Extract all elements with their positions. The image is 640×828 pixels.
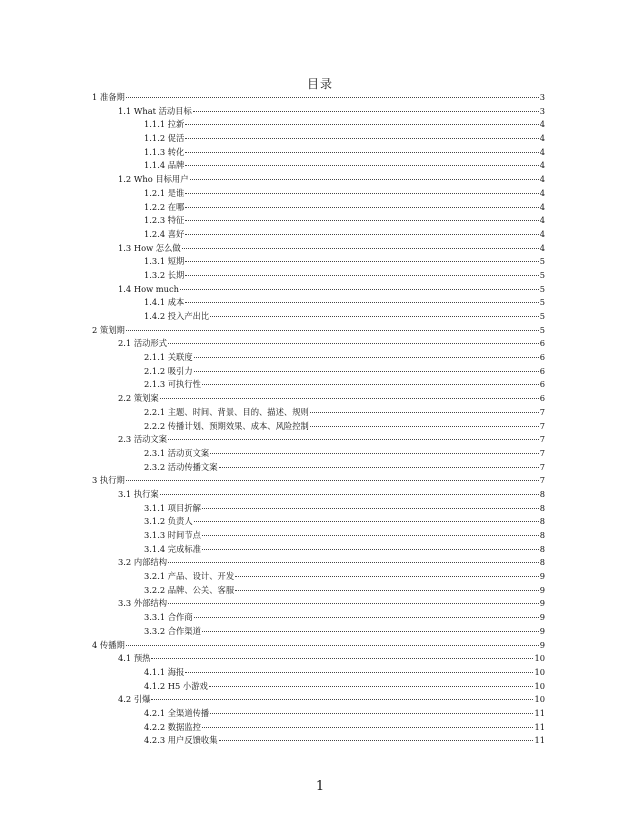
toc-entry-label: 4.1 预热 bbox=[118, 653, 151, 664]
toc-entry-page: 10 bbox=[534, 666, 545, 677]
toc-dot-leader bbox=[126, 97, 539, 98]
toc-entry-page: 4 bbox=[539, 215, 545, 226]
toc-entry-page: 10 bbox=[534, 653, 545, 664]
toc-dot-leader bbox=[193, 111, 539, 112]
toc-entry-page: 8 bbox=[539, 488, 545, 499]
toc-dot-leader bbox=[182, 248, 539, 249]
toc-entry-label: 3.3 外部结构 bbox=[118, 598, 168, 609]
toc-entry[interactable] bbox=[92, 652, 545, 666]
toc-entry[interactable] bbox=[92, 201, 545, 215]
toc-entry[interactable] bbox=[92, 392, 545, 406]
toc-entry[interactable] bbox=[92, 529, 545, 543]
toc-dot-leader bbox=[210, 453, 538, 454]
toc-dot-leader bbox=[194, 357, 539, 358]
toc-dot-leader bbox=[185, 234, 538, 235]
toc-dot-leader bbox=[202, 631, 539, 632]
toc-entry-label: 3.2.2 品牌、公关、客服 bbox=[144, 584, 235, 595]
toc-entry[interactable] bbox=[92, 132, 545, 146]
toc-dot-leader bbox=[235, 576, 539, 577]
toc-dot-leader bbox=[202, 384, 539, 385]
toc-dot-leader bbox=[185, 672, 533, 673]
toc-entry-page: 11 bbox=[534, 721, 545, 732]
toc-entry-page: 5 bbox=[539, 311, 545, 321]
toc-entry[interactable] bbox=[92, 91, 545, 105]
toc-entry[interactable] bbox=[92, 105, 545, 119]
toc-dot-leader bbox=[160, 398, 539, 399]
toc-entry-label: 3.1 执行案 bbox=[118, 488, 159, 499]
toc-dot-leader bbox=[185, 138, 538, 139]
toc-entry-label: 1.2.2 在哪 bbox=[144, 201, 185, 212]
toc-dot-leader bbox=[219, 467, 539, 468]
toc-entry[interactable] bbox=[92, 324, 545, 338]
toc-entry-label: 3.1.1 项目折解 bbox=[144, 502, 201, 513]
toc-entry[interactable] bbox=[92, 159, 545, 173]
toc-entry[interactable] bbox=[92, 597, 545, 611]
toc-dot-leader bbox=[185, 124, 538, 125]
toc-entry-label: 4.1.1 海报 bbox=[144, 666, 185, 677]
page-number: 1 bbox=[315, 779, 325, 794]
toc-entry-page: 5 bbox=[539, 283, 545, 294]
toc-entry[interactable] bbox=[92, 365, 545, 379]
toc-entry[interactable] bbox=[92, 693, 545, 707]
toc-entry-label: 3.3.2 合作渠道 bbox=[144, 625, 201, 636]
toc-entry-label: 2.3.2 活动传播文案 bbox=[144, 461, 218, 472]
toc-dot-leader bbox=[151, 658, 533, 659]
toc-entry-page: 9 bbox=[539, 571, 545, 582]
toc-dot-leader bbox=[151, 699, 533, 700]
toc-entry-page: 6 bbox=[539, 365, 545, 376]
toc-dot-leader bbox=[168, 603, 539, 604]
toc-dot-leader bbox=[219, 740, 534, 741]
toc-entry[interactable] bbox=[92, 734, 545, 748]
toc-entry-page: 4 bbox=[539, 228, 545, 239]
toc-entry[interactable] bbox=[92, 543, 545, 557]
toc-entry-page: 11 bbox=[534, 735, 545, 746]
toc-entry-label: 1.2 Who 目标用户 bbox=[118, 174, 189, 185]
toc-entry-page: 9 bbox=[539, 598, 545, 609]
toc-entry-label: 1 准备期 bbox=[92, 92, 125, 102]
toc-entry[interactable] bbox=[92, 187, 545, 201]
toc-entry-page: 4 bbox=[539, 146, 545, 157]
toc-entry-page: 7 bbox=[539, 406, 545, 417]
toc-entry[interactable] bbox=[92, 502, 545, 516]
toc-entry-label: 4.2 引爆 bbox=[118, 694, 151, 705]
toc-entry-label: 1.3.1 短期 bbox=[144, 256, 185, 267]
toc-entry-label: 3.1.2 负责人 bbox=[144, 516, 193, 527]
toc-entry[interactable] bbox=[92, 721, 545, 735]
toc-entry-label: 2.3.1 活动页文案 bbox=[144, 447, 210, 458]
toc-entry-page: 8 bbox=[539, 557, 545, 568]
toc-dot-leader bbox=[185, 302, 538, 303]
toc-entry[interactable] bbox=[92, 447, 545, 461]
toc-entry-page: 7 bbox=[539, 434, 545, 445]
toc-entry[interactable] bbox=[92, 118, 545, 132]
toc-entry[interactable] bbox=[92, 378, 545, 392]
toc-entry[interactable] bbox=[92, 255, 545, 269]
toc-dot-leader bbox=[194, 617, 539, 618]
toc-dot-leader bbox=[185, 152, 538, 153]
toc-entry[interactable] bbox=[92, 611, 545, 625]
toc-entry-label: 2.3 活动文案 bbox=[118, 434, 168, 445]
toc-entry[interactable] bbox=[92, 666, 545, 680]
toc-entry-label: 3.1.3 时间节点 bbox=[144, 530, 201, 540]
toc-dot-leader bbox=[194, 371, 539, 372]
toc-dot-leader bbox=[126, 330, 539, 331]
toc-dot-leader bbox=[235, 590, 539, 591]
toc-entry-page: 11 bbox=[534, 707, 545, 718]
toc-entry[interactable] bbox=[92, 146, 545, 160]
toc-entry-label: 1.2.4 喜好 bbox=[144, 228, 185, 239]
toc-entry-label: 2 策划期 bbox=[92, 324, 125, 335]
toc-entry[interactable] bbox=[92, 680, 545, 694]
toc-entry-page: 3 bbox=[539, 105, 545, 116]
toc-dot-leader bbox=[209, 686, 534, 687]
toc-entry-page: 9 bbox=[539, 612, 545, 623]
toc-entry-label: 3.1.4 完成标准 bbox=[144, 543, 201, 554]
toc-entry-page: 5 bbox=[539, 297, 545, 308]
toc-entry[interactable] bbox=[92, 269, 545, 283]
toc-entry[interactable] bbox=[92, 707, 545, 721]
toc-entry[interactable] bbox=[92, 214, 545, 228]
toc-entry-page: 4 bbox=[539, 133, 545, 144]
toc-entry-page: 7 bbox=[539, 475, 545, 486]
toc-entry-page: 5 bbox=[539, 256, 545, 267]
toc-entry-page: 6 bbox=[539, 352, 545, 363]
toc-dot-leader bbox=[310, 426, 539, 427]
toc-entry-page: 4 bbox=[539, 160, 545, 171]
toc-entry[interactable] bbox=[92, 406, 545, 420]
toc-dot-leader bbox=[168, 562, 539, 563]
toc-entry-label: 3.2 内部结构 bbox=[118, 557, 168, 568]
toc-entry[interactable] bbox=[92, 639, 545, 653]
toc-entry-label: 1.3 How 怎么做 bbox=[118, 242, 181, 253]
toc-entry-label: 4.1.2 H5 小游戏 bbox=[144, 680, 208, 691]
table-of-contents bbox=[92, 91, 545, 748]
toc-entry-page: 9 bbox=[539, 584, 545, 595]
toc-entry[interactable] bbox=[92, 433, 545, 447]
toc-entry-page: 6 bbox=[539, 379, 545, 390]
toc-entry[interactable] bbox=[92, 556, 545, 570]
toc-dot-leader bbox=[160, 494, 539, 495]
toc-entry-page: 5 bbox=[539, 269, 545, 280]
toc-entry-label: 1.4.2 投入产出比 bbox=[144, 311, 210, 321]
toc-entry-label: 3 执行期 bbox=[92, 475, 125, 486]
toc-dot-leader bbox=[180, 289, 539, 290]
toc-entry-label: 1.1.4 品牌 bbox=[144, 160, 185, 171]
toc-entry-label: 1.2.3 特征 bbox=[144, 215, 185, 226]
toc-entry-page: 4 bbox=[539, 242, 545, 253]
toc-entry-label: 1.2.1 是谁 bbox=[144, 187, 185, 198]
toc-entry-label: 1.1.3 转化 bbox=[144, 146, 185, 157]
toc-entry-page: 9 bbox=[539, 625, 545, 636]
toc-entry-page: 8 bbox=[539, 502, 545, 513]
toc-entry-label: 1.4.1 成本 bbox=[144, 297, 185, 308]
page-title: 目录 bbox=[306, 77, 333, 91]
toc-entry-label: 1.4 How much bbox=[118, 283, 180, 294]
toc-entry[interactable] bbox=[92, 310, 545, 324]
toc-entry-page: 9 bbox=[539, 639, 545, 650]
toc-entry-label: 4.2.3 用户反馈收集 bbox=[144, 735, 218, 746]
toc-dot-leader bbox=[210, 316, 538, 317]
toc-entry-label: 4.2.2 数据监控 bbox=[144, 721, 201, 732]
toc-entry-label: 3.2.1 产品、设计、开发 bbox=[144, 571, 235, 582]
toc-entry-label: 3.3.1 合作商 bbox=[144, 612, 193, 623]
toc-entry[interactable] bbox=[92, 173, 545, 187]
toc-entry-label: 4 传播期 bbox=[92, 639, 125, 650]
toc-entry[interactable] bbox=[92, 351, 545, 365]
toc-entry-label: 2.2 策划案 bbox=[118, 393, 159, 404]
toc-dot-leader bbox=[310, 412, 539, 413]
toc-dot-leader bbox=[185, 207, 538, 208]
toc-entry-page: 4 bbox=[539, 119, 545, 130]
toc-entry[interactable] bbox=[92, 488, 545, 502]
toc-entry[interactable] bbox=[92, 461, 545, 475]
toc-entry-page: 8 bbox=[539, 530, 545, 540]
toc-entry[interactable] bbox=[92, 242, 545, 256]
toc-entry-page: 8 bbox=[539, 516, 545, 527]
toc-dot-leader bbox=[126, 645, 539, 646]
toc-entry-page: 7 bbox=[539, 447, 545, 458]
toc-entry-label: 1.3.2 长期 bbox=[144, 269, 185, 280]
toc-entry-label: 4.2.1 全渠道传播 bbox=[144, 707, 210, 718]
toc-entry[interactable] bbox=[92, 420, 545, 434]
toc-entry-label: 2.2.1 主题、时间、背景、目的、描述、规则 bbox=[144, 406, 309, 417]
toc-dot-leader bbox=[202, 549, 539, 550]
toc-entry[interactable] bbox=[92, 515, 545, 529]
toc-entry-label: 1.1.1 拉新 bbox=[144, 119, 185, 130]
toc-dot-leader bbox=[168, 343, 539, 344]
toc-dot-leader bbox=[185, 165, 538, 166]
toc-dot-leader bbox=[202, 535, 539, 536]
toc-entry-label: 2.1.3 可执行性 bbox=[144, 379, 201, 390]
toc-dot-leader bbox=[190, 179, 539, 180]
toc-dot-leader bbox=[202, 727, 534, 728]
toc-dot-leader bbox=[185, 275, 538, 276]
toc-dot-leader bbox=[185, 261, 538, 262]
toc-entry-page: 4 bbox=[539, 174, 545, 185]
toc-entry-label: 1.1 What 活动目标 bbox=[118, 105, 192, 116]
toc-entry-label: 2.1 活动形式 bbox=[118, 338, 168, 349]
toc-entry[interactable] bbox=[92, 474, 545, 488]
toc-entry-page: 6 bbox=[539, 393, 545, 404]
toc-entry[interactable] bbox=[92, 296, 545, 310]
toc-entry-page: 8 bbox=[539, 543, 545, 554]
toc-dot-leader bbox=[185, 193, 538, 194]
toc-entry-page: 4 bbox=[539, 187, 545, 198]
toc-entry-label: 2.1.1 关联度 bbox=[144, 352, 193, 363]
toc-entry[interactable] bbox=[92, 283, 545, 297]
toc-entry-page: 10 bbox=[534, 694, 545, 705]
toc-entry-page: 6 bbox=[539, 338, 545, 349]
toc-entry[interactable] bbox=[92, 228, 545, 242]
toc-dot-leader bbox=[126, 480, 539, 481]
toc-dot-leader bbox=[202, 508, 539, 509]
toc-entry-label: 2.1.2 吸引力 bbox=[144, 365, 193, 376]
toc-entry[interactable] bbox=[92, 337, 545, 351]
toc-entry-page: 7 bbox=[539, 461, 545, 472]
toc-dot-leader bbox=[210, 713, 533, 714]
toc-entry-page: 3 bbox=[539, 92, 545, 102]
toc-entry[interactable] bbox=[92, 584, 545, 598]
toc-entry[interactable] bbox=[92, 625, 545, 639]
toc-dot-leader bbox=[168, 439, 539, 440]
toc-dot-leader bbox=[194, 521, 539, 522]
toc-entry-page: 7 bbox=[539, 420, 545, 431]
toc-entry[interactable] bbox=[92, 570, 545, 584]
toc-entry-label: 2.2.2 传播计划、预期效果、成本、风险控制 bbox=[144, 420, 309, 431]
toc-entry-page: 5 bbox=[539, 324, 545, 335]
toc-dot-leader bbox=[185, 220, 538, 221]
toc-entry-page: 10 bbox=[534, 680, 545, 691]
toc-entry-label: 1.1.2 促活 bbox=[144, 133, 185, 144]
toc-entry-page: 4 bbox=[539, 201, 545, 212]
